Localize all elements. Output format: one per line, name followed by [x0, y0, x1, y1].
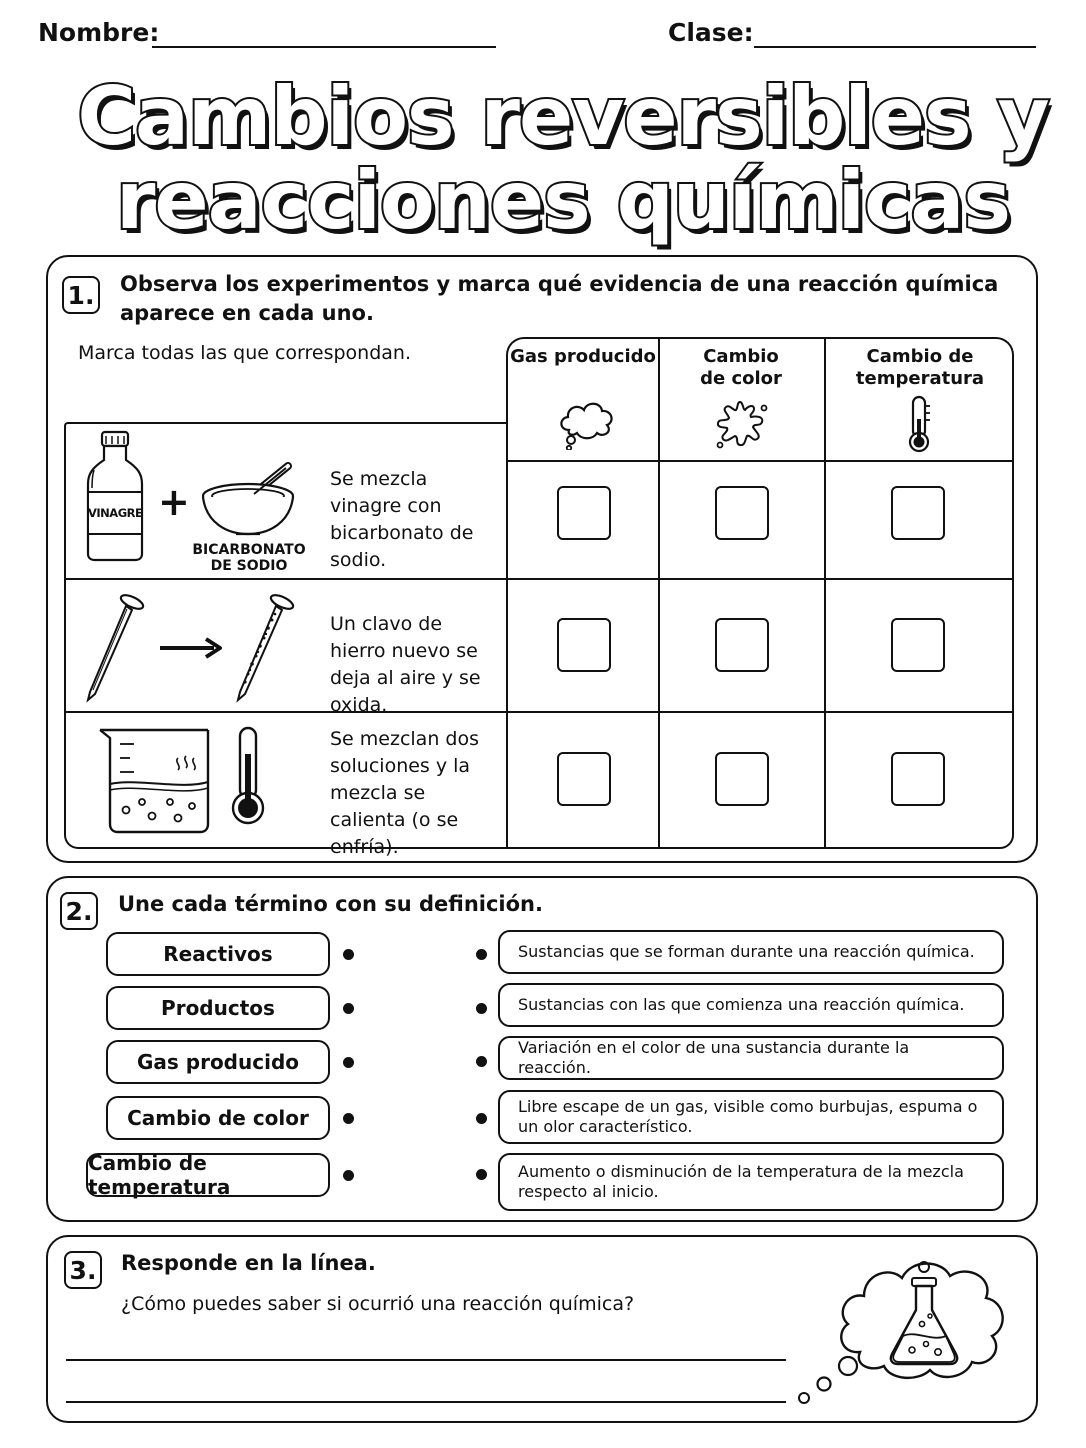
definition-dot-3[interactable]: [476, 1056, 487, 1067]
column-divider-1: [658, 338, 660, 848]
rusty-nail-icon: [228, 592, 300, 704]
class-label: Clase:: [668, 18, 754, 47]
checkbox-exp2-temperature[interactable]: [891, 618, 945, 672]
beaker-icon: [96, 724, 216, 836]
column-header-gas: Gas producido: [510, 346, 656, 367]
class-input-line[interactable]: [754, 46, 1036, 48]
term-reactivos[interactable]: Reactivos: [106, 932, 330, 976]
column-header-temperature: Cambio de temperatura: [855, 346, 985, 389]
plus-icon: +: [158, 480, 190, 524]
column-divider-2: [824, 338, 826, 848]
section-3-number: 3.: [64, 1251, 102, 1289]
thought-bubble-flask-icon: [790, 1244, 1030, 1414]
section-2-instruction: Une cada término con su definición.: [118, 892, 543, 916]
checkbox-exp3-temperature[interactable]: [891, 752, 945, 806]
vinegar-label: VINAGRE: [88, 506, 143, 520]
term-productos[interactable]: Productos: [106, 986, 330, 1030]
answer-line-2[interactable]: [66, 1401, 786, 1403]
definition-4[interactable]: Libre escape de un gas, visible como burbujas, espuma o un olor característico.: [498, 1090, 1004, 1144]
term-dot-2[interactable]: [343, 1003, 354, 1014]
column-header-color: Cambio de color: [700, 346, 782, 389]
definition-5[interactable]: Aumento o disminución de la temperatura de la mezcla respecto al inicio.: [498, 1153, 1004, 1211]
row-divider-1: [64, 578, 1014, 580]
term-dot-4[interactable]: [343, 1113, 354, 1124]
thermometer-icon: [904, 394, 934, 454]
term-gas-producido[interactable]: Gas producido: [106, 1040, 330, 1084]
definition-1[interactable]: Sustancias que se forman durante una reacción química.: [498, 930, 1004, 974]
cloud-icon: [555, 396, 619, 450]
experiment-3-text: Se mezclan dos soluciones y la mezcla se calienta (o se enfría).: [330, 728, 479, 858]
vinegar-bottle-icon: [80, 428, 150, 566]
baking-soda-label: BICARBONATO DE SODIO: [192, 542, 306, 574]
baking-soda-bowl-icon: [198, 460, 298, 540]
experiment-1-text: Se mezcla vinagre con bicarbonato de sodio.: [330, 468, 474, 571]
checkbox-exp1-gas[interactable]: [557, 486, 611, 540]
thermometer-icon: [226, 724, 270, 828]
definition-3[interactable]: Variación en el color de una sustancia durante la reacción.: [498, 1036, 1004, 1080]
term-cambio-temperatura[interactable]: Cambio de temperatura: [86, 1153, 330, 1197]
checkbox-exp2-color[interactable]: [715, 618, 769, 672]
page-title-line-2: reacciones químicas: [115, 154, 1011, 247]
answer-line-1[interactable]: [66, 1359, 786, 1361]
new-nail-icon: [80, 592, 150, 704]
definition-dot-4[interactable]: [476, 1113, 487, 1124]
section-3-question: ¿Cómo puedes saber si ocurrió una reacción química?: [121, 1293, 635, 1315]
term-dot-5[interactable]: [343, 1170, 354, 1181]
checkbox-exp1-temperature[interactable]: [891, 486, 945, 540]
experiment-2-text: Un clavo de hierro nuevo se deja al aire y se oxida.: [330, 613, 481, 716]
definition-2[interactable]: Sustancias con las que comienza una reacción química.: [498, 983, 1004, 1027]
page-title-line-1: Cambios reversibles y: [77, 70, 1049, 163]
checkbox-exp1-color[interactable]: [715, 486, 769, 540]
section-2-number: 2.: [60, 892, 98, 930]
name-input-line[interactable]: [152, 46, 496, 48]
splash-icon: [712, 396, 772, 450]
checkbox-exp3-color[interactable]: [715, 752, 769, 806]
term-cambio-color[interactable]: Cambio de color: [106, 1096, 330, 1140]
definition-dot-2[interactable]: [476, 1003, 487, 1014]
row-divider-2: [64, 711, 1014, 713]
checkbox-exp3-gas[interactable]: [557, 752, 611, 806]
name-label: Nombre:: [38, 18, 160, 47]
section-1-number: 1.: [62, 276, 100, 314]
term-dot-1[interactable]: [343, 949, 354, 960]
section-1-subinstruction: Marca todas las que correspondan.: [78, 342, 412, 364]
definition-dot-1[interactable]: [476, 949, 487, 960]
checkbox-exp2-gas[interactable]: [557, 618, 611, 672]
arrow-right-icon: [156, 634, 224, 662]
section-3-instruction: Responde en la línea.: [121, 1251, 376, 1275]
section-1-instruction: Observa los experimentos y marca qué evidencia de una reacción química aparece en cada uno.: [120, 272, 999, 325]
term-dot-3[interactable]: [343, 1057, 354, 1068]
definition-dot-5[interactable]: [476, 1169, 487, 1180]
